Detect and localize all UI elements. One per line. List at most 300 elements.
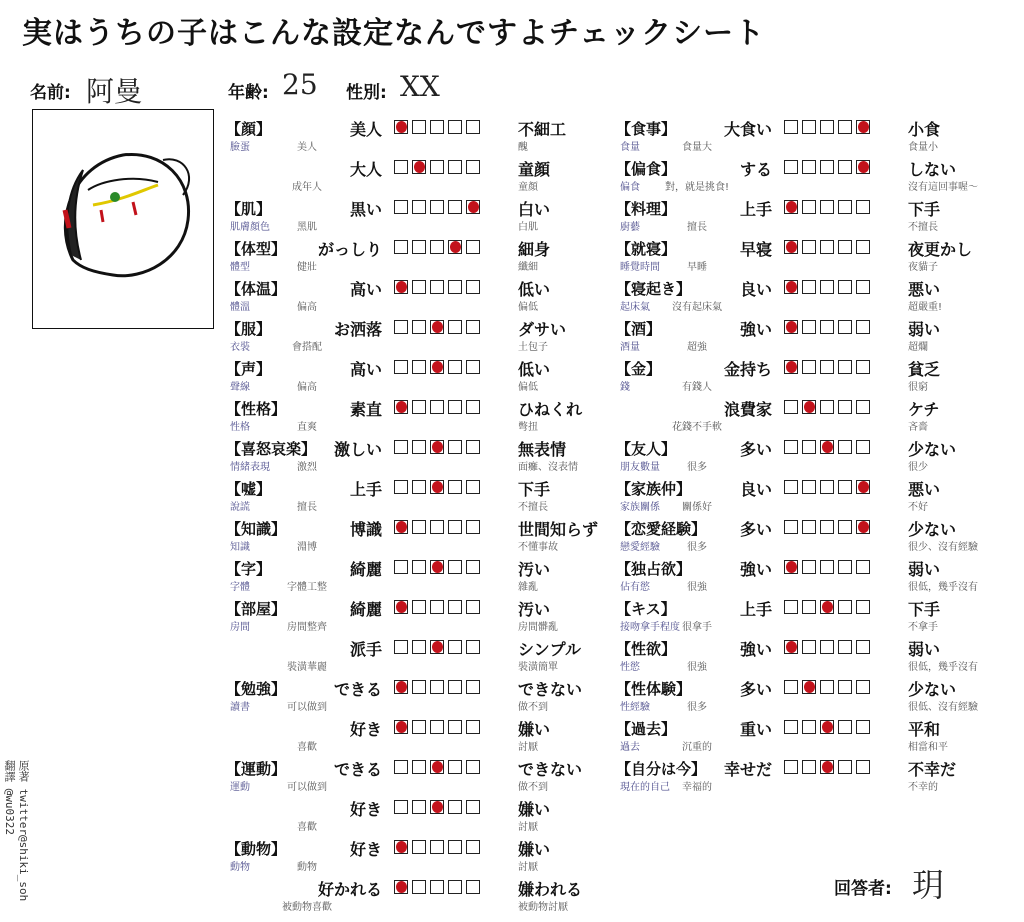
category-label: 【性欲】 (616, 640, 677, 658)
checkbox-scale (784, 120, 870, 134)
checkbox[interactable] (466, 640, 480, 654)
checkbox[interactable] (784, 680, 798, 694)
category-label: 【恋愛経験】 (616, 520, 707, 538)
checkbox-scale (394, 400, 480, 414)
checkbox[interactable] (820, 400, 834, 414)
category-translation: 起床氣 (620, 302, 650, 313)
left-option-translation: 字體工整 (287, 582, 327, 593)
checkbox[interactable] (784, 600, 798, 614)
checkbox[interactable] (802, 520, 816, 534)
checkbox-checked[interactable] (430, 760, 444, 774)
checkbox[interactable] (430, 240, 444, 254)
left-option: 高い (349, 280, 382, 299)
category-label: 【字】 (226, 560, 272, 578)
checkbox-checked[interactable] (430, 360, 444, 374)
checkbox[interactable] (430, 160, 444, 174)
checkbox[interactable] (448, 840, 462, 854)
checkbox-checked[interactable] (394, 280, 408, 294)
checkbox[interactable] (820, 120, 834, 134)
checkbox-checked[interactable] (394, 600, 408, 614)
right-option: 嫌われる (518, 880, 583, 899)
check-row (226, 355, 626, 395)
checkbox[interactable] (466, 120, 480, 134)
checkbox-checked[interactable] (856, 520, 870, 534)
checkbox[interactable] (838, 720, 852, 734)
checkbox[interactable] (412, 400, 426, 414)
right-option-translation: 不幸的 (908, 782, 938, 793)
checkbox[interactable] (820, 480, 834, 494)
checkbox[interactable] (448, 560, 462, 574)
left-option-translation: 美人 (297, 142, 317, 153)
checkbox-checked[interactable] (784, 640, 798, 654)
checkbox[interactable] (412, 200, 426, 214)
left-option: 強い (739, 560, 772, 579)
left-option: 高い (349, 360, 382, 379)
right-option: 弱い (908, 640, 941, 659)
checkbox-checked[interactable] (430, 800, 444, 814)
checkbox-scale (394, 560, 480, 574)
category-translation: 知識 (230, 542, 250, 553)
check-row (616, 235, 1016, 275)
checkbox[interactable] (412, 520, 426, 534)
checkbox-checked[interactable] (820, 440, 834, 454)
checkbox[interactable] (412, 760, 426, 774)
checkbox[interactable] (820, 560, 834, 574)
left-option-translation: 偏高 (297, 302, 317, 313)
checkbox[interactable] (412, 800, 426, 814)
category-translation: 過去 (620, 742, 640, 753)
checkbox-checked[interactable] (820, 600, 834, 614)
category-label: 【肌】 (226, 200, 272, 218)
right-option-translation: 討厭 (518, 742, 538, 753)
checkbox-scale (784, 640, 870, 654)
checkbox[interactable] (448, 280, 462, 294)
category-translation: 酒量 (620, 342, 640, 353)
checkbox-checked[interactable] (856, 480, 870, 494)
left-option-translation: 花錢不手軟 (672, 422, 722, 433)
checkbox[interactable] (802, 240, 816, 254)
checkbox[interactable] (802, 640, 816, 654)
checkbox[interactable] (784, 440, 798, 454)
checkbox[interactable] (430, 880, 444, 894)
checkbox[interactable] (394, 560, 408, 574)
checkbox[interactable] (412, 280, 426, 294)
checkbox[interactable] (856, 720, 870, 734)
checkbox[interactable] (784, 480, 798, 494)
category-translation: 朋友數量 (620, 462, 660, 473)
checkbox[interactable] (412, 840, 426, 854)
checkbox[interactable] (784, 760, 798, 774)
checkbox-checked[interactable] (784, 360, 798, 374)
checkbox[interactable] (412, 600, 426, 614)
right-option-translation: 超嚴重! (908, 302, 943, 313)
check-row (616, 595, 1016, 635)
checkbox[interactable] (448, 760, 462, 774)
right-option-translation: 超爛 (908, 342, 928, 353)
check-row (616, 755, 1016, 795)
checkbox[interactable] (856, 280, 870, 294)
checkbox-checked[interactable] (430, 560, 444, 574)
checkbox[interactable] (430, 720, 444, 734)
checkbox[interactable] (820, 200, 834, 214)
check-row (226, 315, 626, 355)
checkbox-checked[interactable] (394, 840, 408, 854)
checkbox-checked[interactable] (784, 240, 798, 254)
left-option-translation: 幸福的 (682, 782, 712, 793)
checkbox[interactable] (856, 600, 870, 614)
check-row (226, 195, 626, 235)
checkbox[interactable] (802, 440, 816, 454)
checkbox[interactable] (466, 800, 480, 814)
checkbox-checked[interactable] (820, 760, 834, 774)
checkbox[interactable] (802, 560, 816, 574)
checkbox[interactable] (784, 160, 798, 174)
check-row (226, 715, 626, 755)
checkbox-checked[interactable] (394, 400, 408, 414)
right-option: 低い (518, 360, 551, 379)
checkbox[interactable] (430, 120, 444, 134)
category-label: 【体温】 (226, 280, 287, 298)
left-option: 博識 (349, 520, 382, 539)
checkbox[interactable] (466, 520, 480, 534)
category-translation: 家族關係 (620, 502, 660, 513)
checkbox[interactable] (430, 680, 444, 694)
checkbox[interactable] (412, 640, 426, 654)
checkbox[interactable] (838, 760, 852, 774)
checkbox[interactable] (838, 200, 852, 214)
checkbox[interactable] (466, 560, 480, 574)
category-label: 【過去】 (616, 720, 677, 738)
name-label: 名前: (30, 83, 71, 103)
checkbox[interactable] (412, 360, 426, 374)
checkbox[interactable] (448, 120, 462, 134)
checkbox[interactable] (820, 360, 834, 374)
checkbox[interactable] (802, 120, 816, 134)
right-option: シンプル (518, 640, 581, 659)
checkbox[interactable] (448, 160, 462, 174)
check-row (616, 475, 1016, 515)
checkbox[interactable] (838, 320, 852, 334)
original-value: twitter@shiki_soh (17, 788, 30, 902)
checkbox[interactable] (466, 680, 480, 694)
translator-label: 翻譯 (3, 760, 16, 782)
checkbox-checked[interactable] (784, 320, 798, 334)
category-translation: 現在的自己 (620, 782, 670, 793)
left-option: 激しい (333, 440, 382, 459)
checkbox-scale (394, 760, 480, 774)
checkbox[interactable] (430, 840, 444, 854)
checkbox-checked[interactable] (430, 320, 444, 334)
checkbox[interactable] (448, 480, 462, 494)
checkbox[interactable] (856, 200, 870, 214)
checkbox[interactable] (838, 400, 852, 414)
category-label: 【食事】 (616, 120, 677, 138)
left-option: 綺麗 (349, 600, 382, 619)
left-option-translation: 很拿手 (682, 622, 712, 633)
checkbox-scale (394, 680, 480, 694)
checkbox[interactable] (838, 240, 852, 254)
checkbox[interactable] (856, 680, 870, 694)
left-option: 良い (739, 480, 772, 499)
left-option: できる (333, 760, 382, 779)
left-option-translation: 動物 (297, 862, 317, 873)
checkbox-checked[interactable] (430, 440, 444, 454)
checkbox[interactable] (838, 640, 852, 654)
right-option-translation: 不拿手 (908, 622, 938, 633)
checkbox[interactable] (856, 240, 870, 254)
checkbox[interactable] (784, 520, 798, 534)
checkbox-checked[interactable] (394, 880, 408, 894)
checkbox[interactable] (820, 640, 834, 654)
checkbox[interactable] (838, 160, 852, 174)
checkbox[interactable] (466, 760, 480, 774)
checkbox[interactable] (784, 120, 798, 134)
checkbox[interactable] (448, 600, 462, 614)
checkbox[interactable] (448, 720, 462, 734)
checkbox[interactable] (838, 680, 852, 694)
checkbox-checked[interactable] (430, 640, 444, 654)
checkbox[interactable] (430, 280, 444, 294)
checkbox-checked[interactable] (820, 720, 834, 734)
checkbox-scale (784, 280, 870, 294)
check-row (226, 235, 626, 275)
right-option-translation: 彆扭 (518, 422, 538, 433)
category-label: 【友人】 (616, 440, 677, 458)
checkbox[interactable] (466, 720, 480, 734)
check-row (616, 195, 1016, 235)
checkbox[interactable] (466, 440, 480, 454)
checkbox[interactable] (412, 240, 426, 254)
right-option-translation: 童顏 (518, 182, 538, 193)
checkbox[interactable] (820, 160, 834, 174)
checkbox-checked[interactable] (430, 480, 444, 494)
category-translation: 體型 (230, 262, 250, 273)
left-option: 黒い (349, 200, 382, 219)
checkbox-scale (394, 240, 480, 254)
checkbox[interactable] (466, 240, 480, 254)
checkbox[interactable] (856, 760, 870, 774)
checkbox[interactable] (820, 280, 834, 294)
left-option-translation: 喜歡 (297, 742, 317, 753)
left-option-translation: 喜歡 (297, 822, 317, 833)
checkbox[interactable] (802, 480, 816, 494)
checkbox-checked[interactable] (856, 160, 870, 174)
checkbox-checked[interactable] (802, 680, 816, 694)
checkbox-checked[interactable] (394, 520, 408, 534)
checkbox[interactable] (412, 720, 426, 734)
checkbox[interactable] (394, 160, 408, 174)
right-option-translation: 不懂事故 (518, 542, 558, 553)
checkbox[interactable] (394, 320, 408, 334)
credits (2, 760, 30, 901)
checkbox[interactable] (784, 720, 798, 734)
checkbox[interactable] (394, 440, 408, 454)
right-option-translation: 討厭 (518, 862, 538, 873)
checkbox-checked[interactable] (784, 280, 798, 294)
left-option: 早寝 (739, 240, 772, 259)
checkbox[interactable] (394, 360, 408, 374)
checkbox[interactable] (448, 400, 462, 414)
checkbox[interactable] (838, 280, 852, 294)
checkbox[interactable] (466, 480, 480, 494)
check-row (226, 835, 626, 875)
checkbox-checked[interactable] (394, 720, 408, 734)
checkbox-checked[interactable] (394, 120, 408, 134)
checkbox-scale (394, 120, 480, 134)
checkbox[interactable] (448, 800, 462, 814)
checkbox-checked[interactable] (448, 240, 462, 254)
right-option-translation: 很窮 (908, 382, 928, 393)
sheet-title: 実はうちの子はこんな設定なんですよチェックシート (22, 16, 766, 51)
checkbox[interactable] (466, 160, 480, 174)
left-option-translation: 直爽 (297, 422, 317, 433)
checkbox[interactable] (448, 520, 462, 534)
checkbox[interactable] (856, 400, 870, 414)
right-option-translation: 討厭 (518, 822, 538, 833)
left-option: 上手 (349, 480, 382, 499)
checkbox[interactable] (802, 160, 816, 174)
checkbox[interactable] (394, 200, 408, 214)
category-translation: 臉蛋 (230, 142, 250, 153)
check-row (226, 475, 626, 515)
checkbox[interactable] (394, 760, 408, 774)
checkbox[interactable] (838, 440, 852, 454)
checkbox[interactable] (430, 520, 444, 534)
checkbox[interactable] (412, 480, 426, 494)
checkbox[interactable] (802, 320, 816, 334)
right-option-translation: 雜亂 (518, 582, 538, 593)
checkbox[interactable] (448, 320, 462, 334)
checkbox-scale (784, 160, 870, 174)
checkbox[interactable] (466, 280, 480, 294)
checkbox[interactable] (448, 360, 462, 374)
category-translation: 肌膚顏色 (230, 222, 270, 233)
right-option: 嫌い (518, 800, 551, 819)
checkbox[interactable] (838, 520, 852, 534)
category-translation: 房間 (230, 622, 250, 633)
right-option: 不幸だ (908, 760, 957, 779)
right-option: 少ない (908, 520, 957, 539)
checkbox[interactable] (802, 600, 816, 614)
checkbox[interactable] (412, 560, 426, 574)
checkbox[interactable] (394, 240, 408, 254)
category-label: 【運動】 (226, 760, 287, 778)
left-option-translation: 會搭配 (292, 342, 322, 353)
checkbox[interactable] (394, 480, 408, 494)
check-row (226, 115, 626, 155)
check-row (616, 675, 1016, 715)
checkbox[interactable] (802, 360, 816, 374)
checkbox[interactable] (856, 320, 870, 334)
checkbox[interactable] (394, 800, 408, 814)
checkbox[interactable] (802, 720, 816, 734)
checkbox-checked[interactable] (394, 680, 408, 694)
checkbox-scale (784, 240, 870, 254)
checkbox[interactable] (412, 320, 426, 334)
checkbox[interactable] (820, 320, 834, 334)
checkbox-checked[interactable] (856, 120, 870, 134)
checkbox[interactable] (466, 360, 480, 374)
checkbox-checked[interactable] (784, 560, 798, 574)
checkbox[interactable] (412, 680, 426, 694)
right-option: 夜更かし (908, 240, 973, 259)
right-option: 世間知らず (518, 520, 599, 539)
checkbox-checked[interactable] (802, 400, 816, 414)
left-option-translation: 很強 (687, 582, 707, 593)
checkbox[interactable] (448, 880, 462, 894)
left-option: 好き (349, 720, 382, 739)
left-option-translation: 黑肌 (297, 222, 317, 233)
left-option: お洒落 (333, 320, 382, 339)
checkbox[interactable] (802, 760, 816, 774)
category-label: 【料理】 (616, 200, 677, 218)
left-option-translation: 很強 (687, 662, 707, 673)
left-option-translation: 擅長 (687, 222, 707, 233)
checkbox[interactable] (448, 440, 462, 454)
gender-value: XX (400, 70, 440, 103)
checkbox[interactable] (430, 200, 444, 214)
checkbox-scale (394, 600, 480, 614)
checkbox[interactable] (856, 440, 870, 454)
checkbox[interactable] (412, 120, 426, 134)
checkbox[interactable] (430, 400, 444, 414)
checkbox[interactable] (838, 600, 852, 614)
right-option-translation: 很低，幾乎沒有 (908, 662, 978, 673)
right-option: 低い (518, 280, 551, 299)
category-translation: 性格 (230, 422, 250, 433)
checkbox[interactable] (466, 880, 480, 894)
checkbox[interactable] (856, 560, 870, 574)
checkbox[interactable] (430, 600, 444, 614)
checkbox[interactable] (784, 400, 798, 414)
checkbox[interactable] (820, 520, 834, 534)
checkbox-checked[interactable] (784, 200, 798, 214)
checkbox-checked[interactable] (466, 200, 480, 214)
checkbox[interactable] (838, 360, 852, 374)
category-label: 【偏食】 (616, 160, 677, 178)
checkbox[interactable] (466, 400, 480, 414)
checkbox[interactable] (412, 440, 426, 454)
left-option: できる (333, 680, 382, 699)
checkbox[interactable] (448, 640, 462, 654)
category-translation: 性經驗 (620, 702, 650, 713)
checkbox[interactable] (448, 200, 462, 214)
checkbox[interactable] (820, 240, 834, 254)
checkbox[interactable] (838, 560, 852, 574)
checkbox[interactable] (802, 280, 816, 294)
checkbox[interactable] (802, 200, 816, 214)
checkbox[interactable] (838, 480, 852, 494)
checkbox[interactable] (466, 840, 480, 854)
checkbox-checked[interactable] (412, 160, 426, 174)
category-label: 【酒】 (616, 320, 662, 338)
checkbox-scale (394, 880, 480, 894)
checkbox[interactable] (820, 680, 834, 694)
checkbox[interactable] (466, 320, 480, 334)
check-row (616, 315, 1016, 355)
check-row (616, 395, 1016, 435)
checkbox[interactable] (838, 120, 852, 134)
checkbox[interactable] (412, 880, 426, 894)
checkbox[interactable] (856, 360, 870, 374)
checkbox[interactable] (448, 680, 462, 694)
category-label: 【独占欲】 (616, 560, 692, 578)
checkbox[interactable] (394, 640, 408, 654)
checkbox[interactable] (466, 600, 480, 614)
left-option-translation: 關係好 (682, 502, 712, 513)
right-option-translation: 土包子 (518, 342, 548, 353)
checkbox[interactable] (856, 640, 870, 654)
